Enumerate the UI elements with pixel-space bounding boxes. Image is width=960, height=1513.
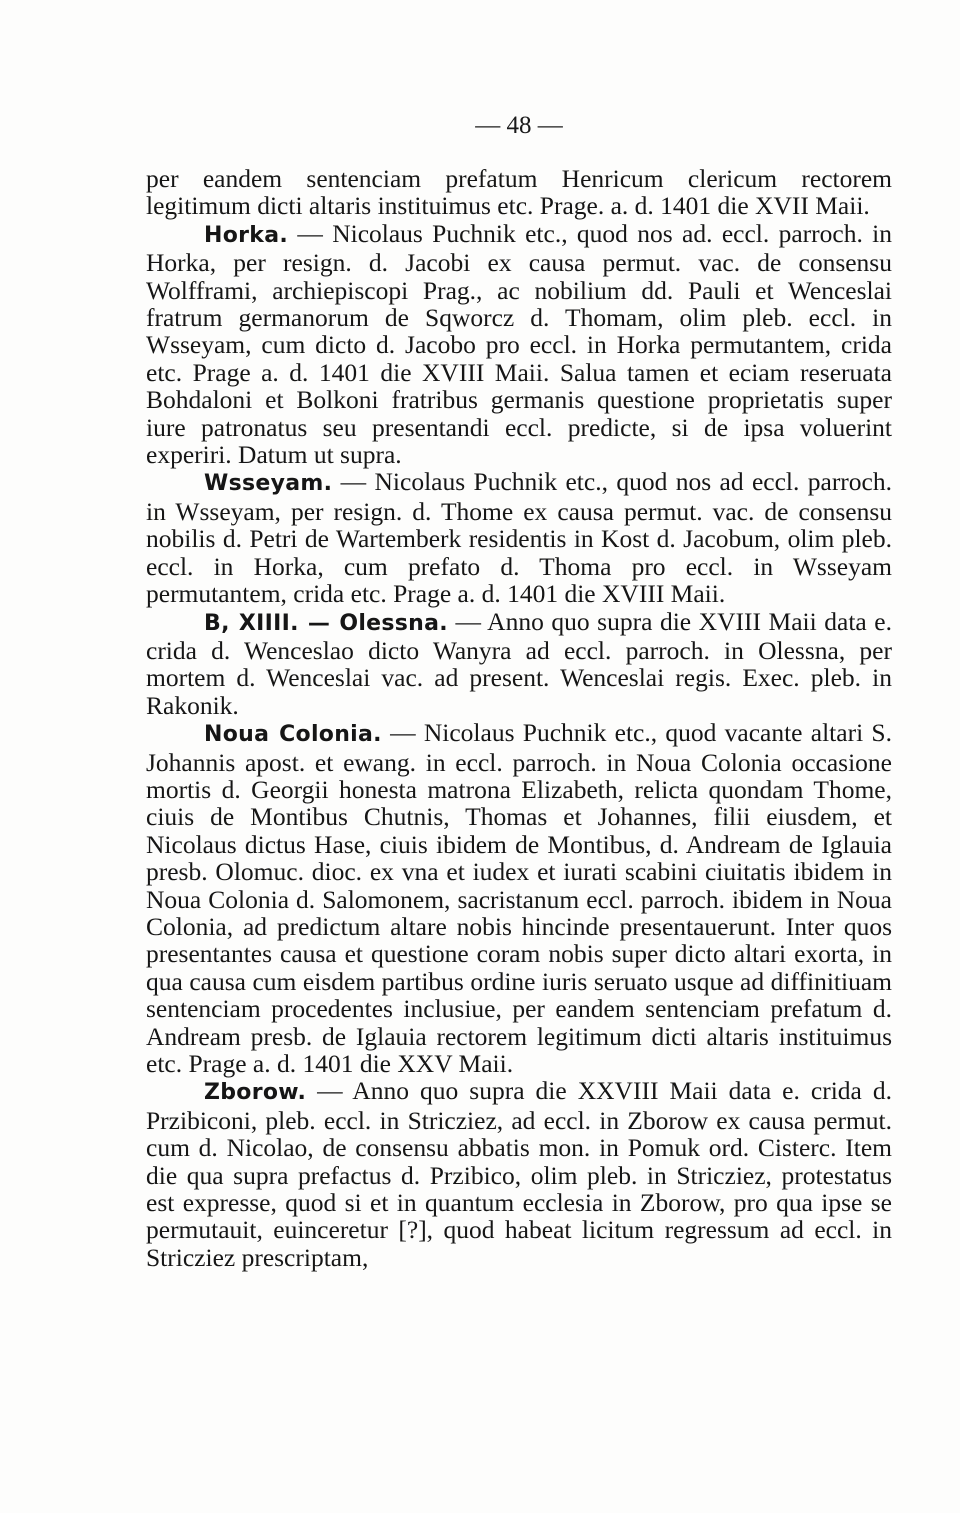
entry-wsseyam [146,468,892,607]
entry-noua-colonia [146,719,892,1077]
paragraph-continuation [146,165,892,220]
body-text [146,165,892,1271]
paragraph-text: per eandem sentenciam prefatum Henricum clericum rectorem legitimum dicti altaris instituimus etc. Prage. a. d. 1401 die XVII Maii. [146,164,892,221]
page-number: — 48 — [475,112,563,139]
entry-heading: Wsseyam. [204,471,333,497]
paragraph-text: — Anno quo supra die XXVIII Maii data e. crida d. Przibiconi, pleb. eccl. in Stricziez, ad eccl. in Zborow ex causa permut. cum d. Nicolao, de consensu abbatis mon. in Pomuk ord. Cisterc. Item die qua supra prefactus d. Przibico, olim pleb. in Stricziez, protestatus est expresse, quod si et in quantum ecclesia in Zborow, pro qua ipse se permutauit, euinceretur [?], quod habeat licitum regressum ad eccl. in Stricziez prescriptam, [146,1076,892,1272]
paragraph-text: — Nicolaus Puchnik etc., quod nos ad eccl. parroch. in Wsseyam, per resign. d. Thome ex causa permut. vac. de consensu nobilis d. Petri de Wartemberk residentis in Kost d. Jacobum, olim pleb. eccl. in Horka, cum prefato d. Thoma pro eccl. in Wsseyam permutantem, crida etc. Prage a. d. 1401 die XVIII Maii. [146,467,892,609]
entry-heading: Horka. [204,222,289,248]
entry-heading: Noua Colonia. [204,722,382,748]
entry-heading: Zborow. [204,1080,307,1106]
paragraph-text: — Nicolaus Puchnik etc., quod nos ad. eccl. parroch. in Horka, per resign. d. Jacobi ex causa permut. vac. de consensu Wolfframi, archiepiscopi Prag., ac nobilium dd. Pauli et Wenceslai fratrum germanorum de Sqworcz d. Thomam, olim pleb. eccl. in Wsseyam, cum dicto d. Jacobo pro eccl. in Horka permutantem, crida etc. Prage a. d. 1401 die XVIII Maii. Salua tamen et eciam reseruata Bohdaloni et Bolkoni fratribus germanis questione proprietatis super iure patronatus seu presentandi eccl. predicte, si de ipsa voluerint experiri. Datum ut supra. [146,218,892,470]
entry-olessna [146,608,892,720]
entry-heading: B, XIIII. — Olessna. [204,610,448,636]
paragraph-text: — Nicolaus Puchnik etc., quod vacante altari S. Johannis apost. et ewang. in eccl. parroch. in Noua Colonia occasione mortis d. Georgii honesta matrona Elizabeth, relicta quondam Thome, ciuis de Montibus Chutnis, Thomas et Johannes, filii eiusdem, et Nicolaus dictus Hase, ciuis ibidem de Montibus, d. Andream de Iglauia presb. Olomuc. dioc. ex vna et iudex et iurati scabini ciuitatis ibidem in Noua Colonia d. Salomonem, sacristanum eccl. parroch. ibidem in Noua Colonia, ad predictum altare nobis hincinde presentauerunt. Inter quos presentantes causa et questione coram nobis super dicto altari exorta, in qua causa cum eisdem partibus ordine iuris seruato usque ad diffinitiuam sentenciam procedentes inclusiue, per eandem sentenciam prefatum d. Andream presb. de Iglauia rectorem legitimum dicti altaris instituimus etc. Prage a. d. 1401 die XXV Maii. [146,718,892,1078]
entry-horka [146,220,892,469]
entry-zborow [146,1077,892,1271]
paragraph-text: — Anno quo supra die XVIII Maii data e. crida d. Wenceslao dicto Wanyra ad eccl. parroch. in Olessna, per mortem d. Wenceslai vac. ad present. Wenceslai regis. Exec. pleb. in Rakonik. [146,606,892,720]
